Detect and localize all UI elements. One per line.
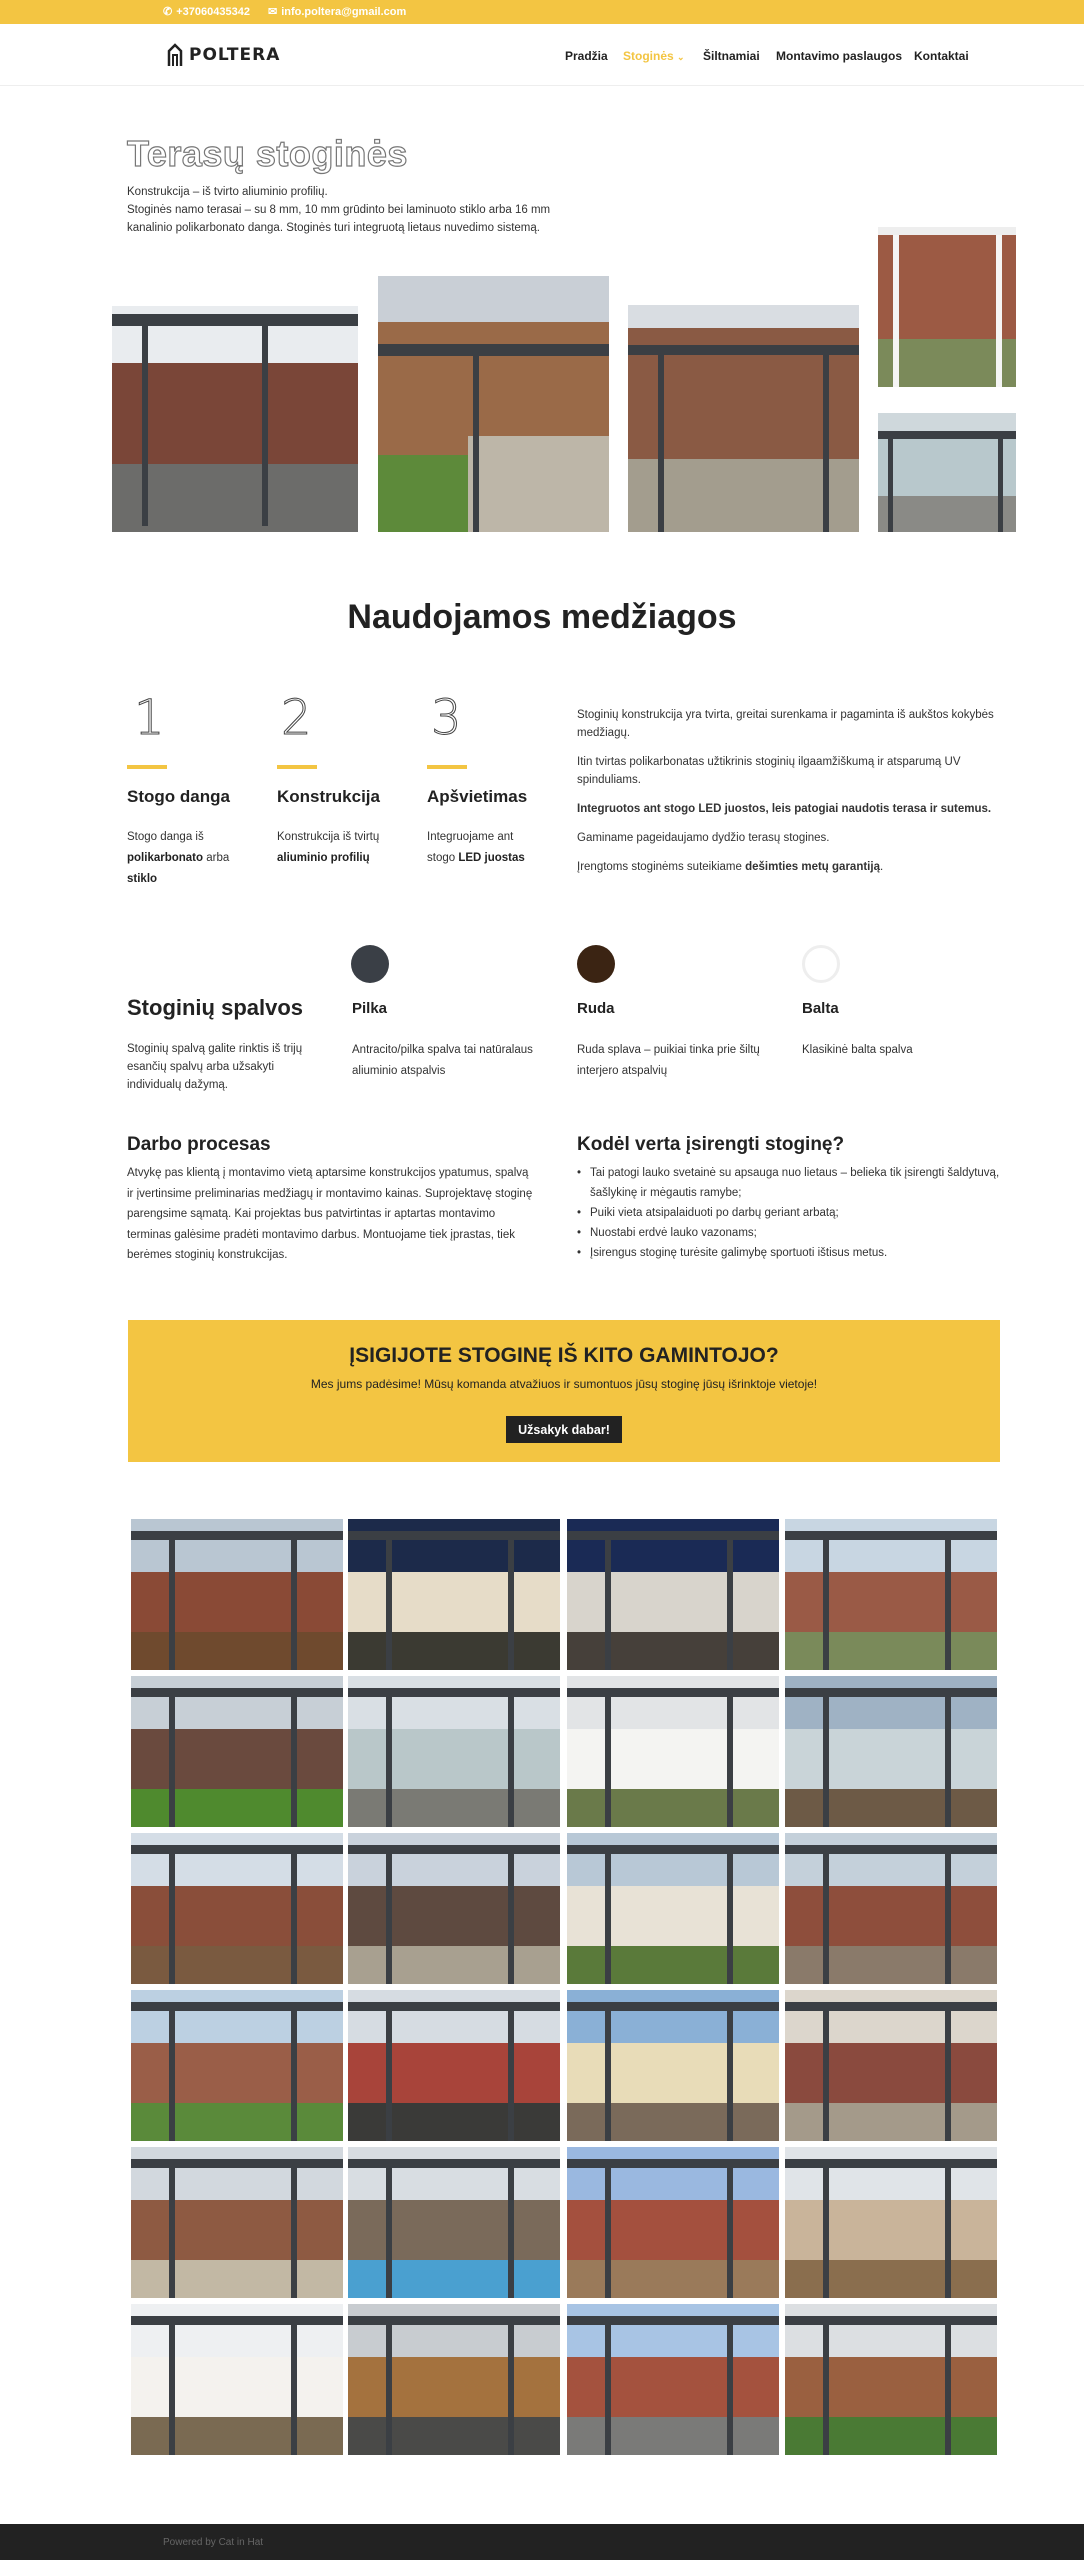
hero-photo[interactable] [378, 276, 609, 532]
feature-text: Stogo danga iš polikarbonato arba stiklo [127, 831, 230, 885]
hero-photo[interactable] [878, 227, 1016, 387]
colors-description: Stoginių spalvą galite rinktis iš trijų esančių spalvų arba užsakyti individualų dažymą. [127, 1043, 303, 1091]
color-swatch-pilka[interactable] [351, 945, 389, 983]
feature-text: Integruojame ant stogo LED juostas [427, 831, 525, 864]
gallery-photo[interactable] [567, 1519, 779, 1670]
gallery-photo[interactable] [348, 1676, 560, 1827]
order-now-button[interactable]: Užsakyk dabar! [506, 1416, 622, 1443]
gallery-photo[interactable] [131, 2304, 343, 2455]
email-contact[interactable] [268, 5, 406, 18]
why-list [577, 1163, 1007, 1263]
feature-text: Konstrukcija iš tvirtų aliuminio profilių [277, 831, 380, 864]
chevron-down-icon: ⌄ [677, 52, 685, 62]
gallery-photo[interactable] [348, 1990, 560, 2141]
gallery-photo[interactable] [785, 2147, 997, 2298]
gallery-photo[interactable] [348, 2304, 560, 2455]
colors-title: Stoginių spalvos [127, 995, 304, 1020]
nav-item-kontaktai[interactable]: Kontaktai [914, 49, 969, 63]
logo-text: POLTERA [189, 45, 281, 65]
gallery-photo[interactable] [785, 1833, 997, 1984]
nav-item-montavimo-paslaugos[interactable]: Montavimo paslaugos [776, 49, 903, 63]
email-address[interactable]: info.poltera@gmail.com [281, 5, 407, 18]
feature-number: 3 [431, 690, 462, 746]
hero-line: Konstrukcija – iš tvirto aliuminio profilių. [127, 186, 328, 198]
site-footer [0, 2524, 1084, 2560]
why-title: Kodėl verta įsirengti stoginę? [577, 1134, 845, 1155]
gallery-photo[interactable] [131, 1990, 343, 2141]
materials-description [577, 706, 1002, 887]
accent-divider [277, 765, 317, 769]
color-name: Ruda [577, 1000, 615, 1017]
site-header [0, 24, 1084, 86]
cta-subtitle: Mes jums padėsime! Mūsų komanda atvažiuos ir sumontuos jūsų stoginę jūsų išrinktoje vietoje! [310, 1377, 818, 1391]
gallery-photo[interactable] [567, 1833, 779, 1984]
feature-number: 1 [134, 690, 165, 746]
gallery-photo[interactable] [567, 1990, 779, 2141]
gallery-photo[interactable] [567, 2147, 779, 2298]
gallery-photo[interactable] [785, 1990, 997, 2141]
color-name: Pilka [352, 1000, 388, 1017]
hero-line: Stoginės namo terasai – su 8 mm, 10 mm grūdinto bei laminuoto stiklo arba 16 mm [127, 204, 551, 216]
list-item: • Įsirengus stoginę turėsite galimybę sportuoti ištisus metus. [577, 1243, 1007, 1263]
gallery-photo[interactable] [785, 2304, 997, 2455]
feature-title: Apšvietimas [427, 787, 528, 806]
footer-credit[interactable]: Powered by Cat in Hat [163, 2537, 264, 2548]
gallery-photo[interactable] [131, 2147, 343, 2298]
color-description: Ruda splava – puikiai tinka prie šiltų interjero atspalvių [577, 1044, 760, 1077]
nav-item-pradzia[interactable]: Pradžia [565, 49, 608, 63]
color-swatch-balta[interactable] [802, 945, 840, 983]
phone-contact[interactable] [163, 5, 250, 18]
feature-number: 2 [281, 690, 312, 746]
color-name: Balta [802, 1000, 839, 1017]
phone-number[interactable]: +37060435342 [176, 5, 250, 18]
process-description: Atvykę pas klientą į montavimo vietą aptarsime konstrukcijos ypatumus, spalvą ir įvertinsime preliminarias medžiagų ir montavimo kainas. Suprojektavę stoginę parengsime sąmatą. Kai projektas bus patvirtintas ir aptartas montavimo terminas galėsime pradėti montavimo darbus. Montuojame tiek įprastas, tiek berėmes stoginių konstrukcijas. [127, 1167, 533, 1261]
accent-divider [127, 765, 167, 769]
color-swatch-ruda[interactable] [577, 945, 615, 983]
hero-description [127, 183, 597, 237]
materials-paragraph: Itin tvirtas polikarbonatas užtikrinis stoginių ilgaamžiškumą ir atsparumą UV spinduliams. [577, 756, 961, 786]
phone-icon: ✆ [163, 6, 173, 18]
hero-photo[interactable] [112, 306, 358, 532]
nav-item-stogines[interactable] [623, 49, 685, 63]
gallery-photo[interactable] [348, 2147, 560, 2298]
feature-title: Stogo danga [127, 787, 230, 806]
list-item: • Puiki vieta atsipalaiduoti po darbų geriant arbatą; [577, 1203, 1007, 1223]
color-description: Antracito/pilka spalva tai natūralaus aliuminio atspalvis [352, 1044, 533, 1077]
materials-title: Naudojamos medžiagos [347, 598, 737, 636]
accent-divider [427, 765, 467, 769]
envelope-icon: ✉ [268, 6, 278, 18]
list-item: • Nuostabi erdvė lauko vazonams; [577, 1223, 1007, 1243]
top-bar [0, 0, 1084, 24]
nav-item-stogines-label: Stoginės [623, 49, 674, 63]
gallery-photo[interactable] [785, 1519, 997, 1670]
gallery-photo[interactable] [348, 1519, 560, 1670]
materials-paragraph: Stoginių konstrukcija yra tvirta, greitai surenkama ir pagaminta iš aukštos kokybės medžiagų. [577, 709, 994, 739]
gallery-photo[interactable] [131, 1519, 343, 1670]
cta-banner [128, 1320, 1000, 1462]
process-title: Darbo procesas [127, 1134, 271, 1155]
feature-title: Konstrukcija [277, 787, 380, 806]
materials-paragraph: Įrengtoms stoginėms suteikiame dešimties metų garantiją. [577, 861, 884, 873]
gallery-photo[interactable] [785, 1676, 997, 1827]
color-description: Klasikinė balta spalva [802, 1044, 913, 1056]
gallery-photo[interactable] [567, 2304, 779, 2455]
page-title: Terasų stoginės [127, 133, 408, 174]
materials-paragraph: Gaminame pageidaujamo dydžio terasų stogines. [577, 832, 830, 844]
hero-photo[interactable] [628, 305, 859, 532]
gallery-photo[interactable] [567, 1676, 779, 1827]
gallery-photo[interactable] [131, 1676, 343, 1827]
cta-title: ĮSIGIJOTE STOGINĘ IŠ KITO GAMINTOJO? [349, 1344, 779, 1367]
gallery-photo[interactable] [348, 1833, 560, 1984]
hero-photo[interactable] [878, 413, 1016, 532]
list-item: • Tai patogi lauko svetainė su apsauga nuo lietaus – belieka tik įsirengti šaldytuvą, šašlykinę ir mėgautis ramybe; [577, 1163, 1007, 1203]
nav-item-siltnamiai[interactable]: Šiltnamiai [703, 49, 760, 63]
materials-paragraph: Integruotos ant stogo LED juostos, leis patogiai naudotis terasa ir sutemus. [577, 803, 992, 815]
main-nav [0, 49, 1084, 69]
gallery-photo[interactable] [131, 1833, 343, 1984]
hero-line: kanalinio polikarbonato danga. Stoginės turi integruotą lietaus nuvedimo sistemą. [127, 222, 540, 234]
